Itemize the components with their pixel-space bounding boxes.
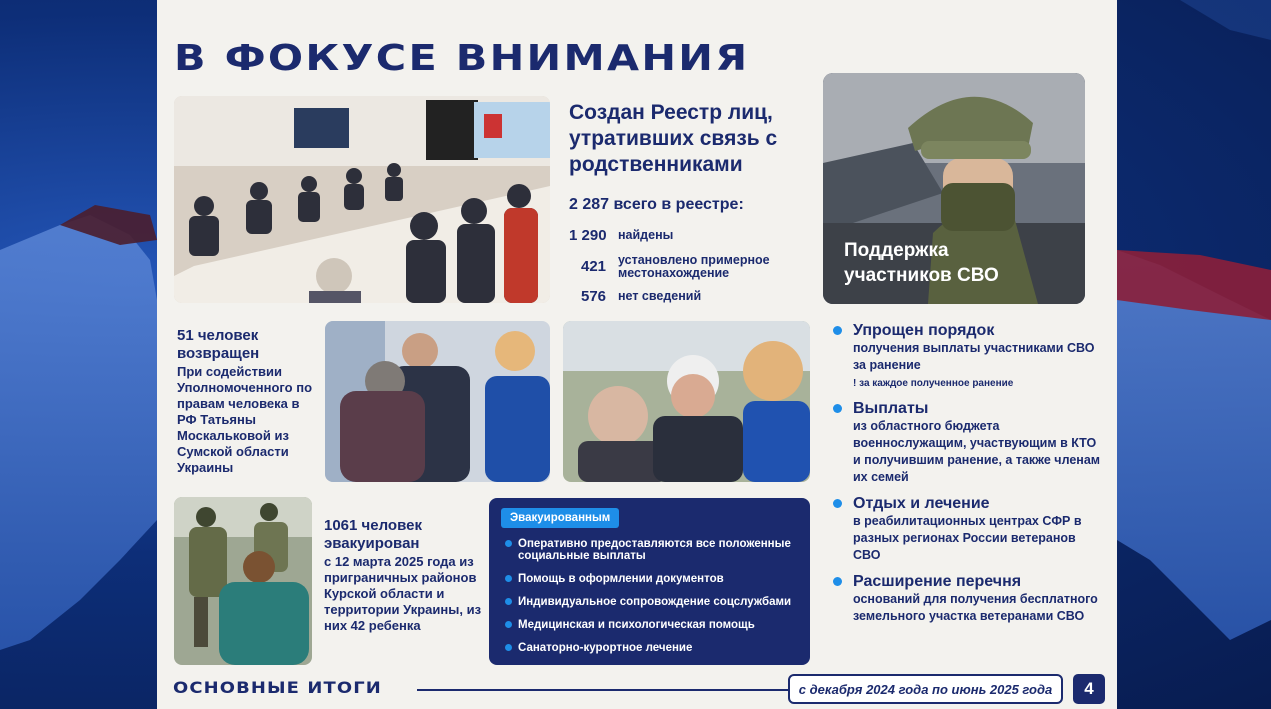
- returned-text: При содействии Уполномоченного по правам человека в РФ Татьяны Москальковой из Сумской области Украины: [177, 364, 313, 475]
- page-title: В ФОКУСЕ ВНИМАНИЯ: [174, 38, 750, 79]
- svo-benefit-text: получения выплаты участниками СВО за ранение: [853, 341, 1095, 372]
- photo-meeting: [174, 96, 550, 303]
- photo-evacuation: [174, 497, 312, 665]
- slide: [157, 0, 1117, 709]
- evac-item: Оперативно предоставляются все положенные социальные выплаты: [505, 538, 805, 562]
- svo-benefit-text: оснований для получения бесплатного земельного участка ветеранами СВО: [853, 592, 1098, 623]
- returned-heading: 51 человек возвращен: [177, 327, 260, 362]
- evac-item: Помощь в оформлении документов: [505, 573, 805, 585]
- stat-unknown-label: нет сведений: [618, 289, 702, 303]
- evac-item: Медицинская и психологическая помощь: [505, 619, 805, 631]
- page-number: 4: [1073, 674, 1105, 704]
- svo-benefit-heading: Выплаты: [853, 400, 929, 417]
- svo-benefit-heading: Отдых и лечение: [853, 495, 990, 512]
- svo-benefit-heading: Расширение перечня: [853, 573, 1022, 590]
- footer-title: ОСНОВНЫЕ ИТОГИ: [173, 678, 382, 697]
- photo-women: [563, 321, 810, 482]
- stat-location-label: установлено примерное местонахождение: [618, 253, 770, 280]
- photo-hug: [325, 321, 550, 482]
- stat-found-label: найдены: [618, 228, 674, 242]
- stat-location-num: 421: [581, 258, 607, 275]
- svo-benefit-note: ! за каждое полученное ранение: [853, 378, 1014, 389]
- evac-item: Индивидуальное сопровождение соцслужбами: [505, 596, 805, 608]
- svo-benefit-heading: Упрощен порядок: [853, 322, 995, 339]
- period-badge: с декабря 2024 года по июнь 2025 года: [788, 674, 1063, 704]
- svo-benefit-item: [833, 572, 1103, 625]
- svo-benefits-list: [833, 321, 1103, 633]
- registry-total: 2 287 всего в реестре:: [569, 196, 744, 213]
- svo-label: Поддержка участников СВО: [844, 240, 999, 286]
- registry-heading: Создан Реестр лиц, утративших связь с родственниками: [569, 101, 778, 176]
- evac-item: Санаторно-курортное лечение: [505, 642, 805, 654]
- evacuees-list: [505, 538, 805, 665]
- svo-benefit-item: [833, 321, 1103, 391]
- evacuees-tag: Эвакуированным: [501, 508, 619, 528]
- svo-benefit-item: [833, 494, 1103, 564]
- evacuees-box: [489, 498, 810, 665]
- evacuated-heading: 1061 человек эвакуирован: [324, 517, 422, 552]
- stat-found-num: 1 290: [569, 227, 607, 244]
- svo-benefit-text: в реабилитационных центрах СФР в разных регионах России ветеранов СВО: [853, 514, 1082, 562]
- svo-benefit-text: из областного бюджета военнослужащим, участвующим в КТО и получившим ранение, а также членам их семей: [853, 419, 1101, 484]
- footer-divider: [417, 689, 789, 691]
- svo-benefit-item: [833, 399, 1103, 486]
- evacuated-text: с 12 марта 2025 года из приграничных районов Курской области и территории Украины, из них 42 ребенка: [324, 554, 482, 633]
- stat-unknown-num: 576: [581, 288, 607, 305]
